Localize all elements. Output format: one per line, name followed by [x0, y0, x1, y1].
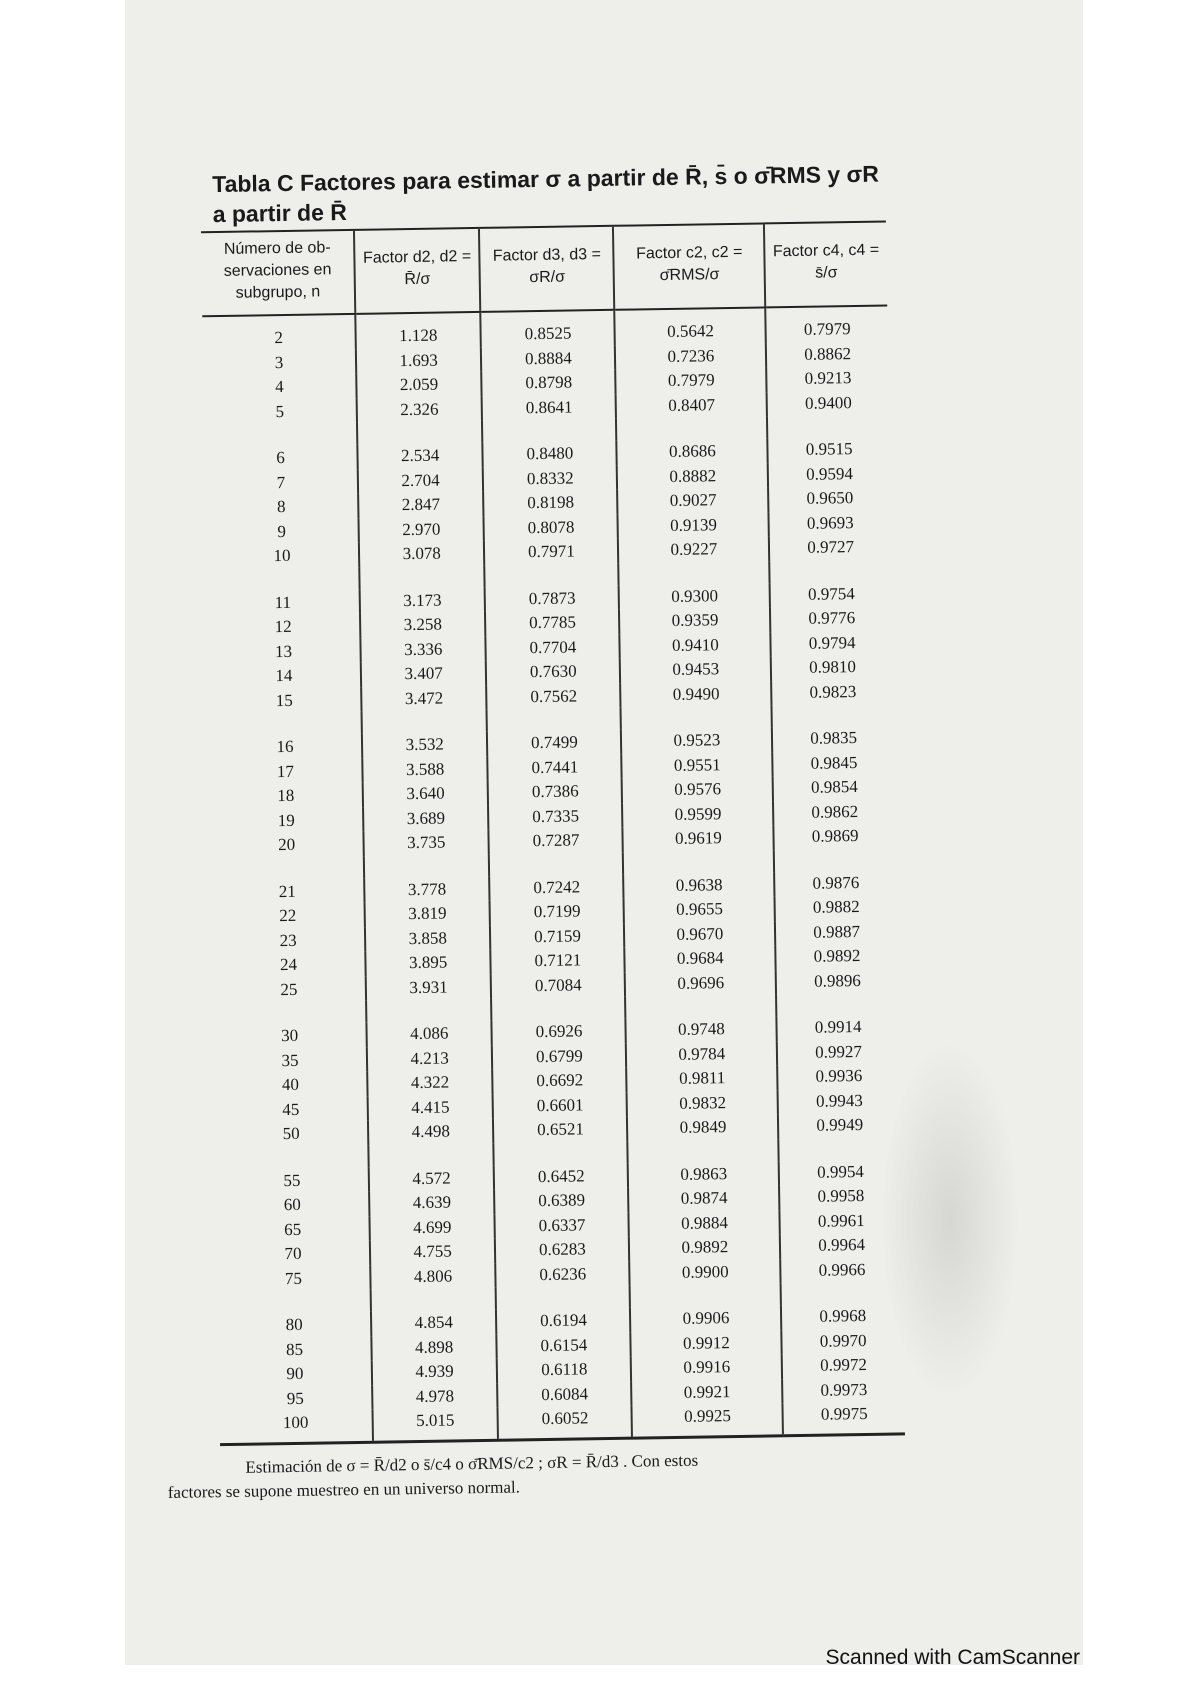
cell-n: 14 [275, 665, 293, 686]
cell-d3: 0.8641 [482, 394, 616, 421]
cell-d2: 4.755 [370, 1239, 496, 1265]
cell-n: 4 [275, 377, 284, 397]
spacer-cell [767, 415, 889, 439]
spacer-cell [494, 1141, 628, 1165]
cell-c2: 0.8407 [616, 392, 767, 419]
cell-d3: 0.7199 [490, 899, 624, 926]
cell-c2: 0.9863 [628, 1161, 779, 1188]
cell-c2: 0.9619 [623, 825, 774, 852]
cell-c4: 0.9882 [775, 894, 897, 920]
cell-c2: 0.9551 [622, 752, 773, 779]
cell-n: 9 [277, 521, 287, 541]
cell-c2: 0.7236 [615, 343, 766, 370]
cell-c2: 0.9300 [619, 583, 770, 610]
cell-n: 17 [276, 761, 295, 781]
spacer-cell [362, 710, 488, 734]
spacer-cell [364, 854, 490, 878]
cell-c2: 0.9696 [625, 970, 776, 997]
cell-c4: 0.9650 [768, 485, 890, 511]
cell-d3: 0.8332 [483, 465, 617, 492]
cell-d3: 0.6521 [493, 1117, 627, 1144]
cell-d2: 4.699 [369, 1214, 495, 1240]
cell-c2: 0.9874 [629, 1185, 780, 1212]
header-n: Número de ob- servaciones en subgrupo, n [201, 230, 355, 316]
cell-c2: 0.7979 [616, 367, 767, 394]
factors-table [201, 221, 905, 1446]
spacer-cell [630, 1283, 781, 1307]
cell-d2: 4.213 [367, 1045, 493, 1071]
cell-n: 15 [275, 690, 293, 710]
cell-c4: 0.9845 [773, 750, 895, 776]
cell-d2: 3.895 [365, 950, 491, 976]
cell-n: 60 [283, 1194, 301, 1215]
spacer-cell [489, 852, 623, 876]
cell-c2: 0.9576 [622, 776, 773, 803]
cell-c2: 0.9925 [632, 1403, 783, 1437]
cell-c2: 0.9748 [626, 1016, 777, 1043]
cell-c2: 0.5642 [615, 307, 766, 345]
cell-c2: 0.9811 [627, 1065, 778, 1092]
cell-c4: 0.9954 [779, 1159, 901, 1185]
cell-c2: 0.9912 [631, 1330, 782, 1357]
cell-c4: 0.7979 [766, 306, 888, 343]
cell-d2: 3.640 [363, 781, 489, 807]
cell-n: 13 [274, 641, 293, 661]
cell-n: 23 [279, 930, 297, 950]
cell-d3: 0.7386 [488, 779, 622, 806]
cell-n: 65 [284, 1219, 302, 1239]
spacer-cell [206, 567, 359, 591]
spacer-cell [619, 561, 770, 585]
cell-c4: 0.9213 [766, 366, 888, 392]
cell-n: 70 [284, 1243, 302, 1264]
cell-n: 12 [274, 616, 292, 637]
cell-n: 20 [277, 834, 296, 855]
cell-c4: 0.9594 [768, 461, 890, 487]
cell-c2: 0.9684 [625, 945, 776, 972]
cell-d3: 0.7159 [490, 923, 624, 950]
cell-c2: 0.9638 [624, 872, 775, 899]
cell-n: 25 [280, 979, 298, 999]
table-title [155, 158, 916, 230]
cell-c4: 0.9964 [780, 1232, 902, 1258]
cell-c4: 0.9970 [782, 1328, 904, 1354]
cell-c4: 0.8862 [766, 341, 888, 367]
cell-n: 21 [278, 881, 296, 901]
cell-d3: 0.7242 [489, 874, 623, 901]
spacer-cell [776, 992, 898, 1016]
cell-d2: 3.078 [359, 541, 485, 567]
cell-c2: 0.9359 [619, 607, 770, 634]
cell-c4: 0.9400 [767, 390, 889, 416]
spacer-cell [485, 563, 619, 587]
cell-c4: 0.9973 [782, 1377, 904, 1403]
cell-d2: 2.326 [357, 396, 483, 422]
cell-d2: 4.978 [372, 1383, 498, 1409]
cell-c4: 0.9515 [768, 436, 890, 462]
camscanner-watermark: Scanned with CamScanner [825, 1646, 1080, 1669]
cell-d3: 0.6389 [494, 1188, 628, 1215]
header-c2: Factor c2, c2 = σ̄RMS/σ [613, 223, 765, 309]
footnote-line-1: Estimación de σ = R̄/d2 o s̄/c4 o σ̄RMS/c2 ; σR = R̄/d3 . Con estos [245, 1450, 699, 1477]
cell-d2: 3.472 [361, 685, 487, 711]
cell-d2: 2.059 [356, 372, 482, 398]
cell-d3: 0.6118 [497, 1357, 631, 1384]
cell-d3: 0.6799 [492, 1043, 626, 1070]
cell-d3: 0.8884 [481, 345, 615, 372]
cell-d3: 0.6154 [497, 1332, 631, 1359]
cell-d2: 3.258 [360, 612, 486, 638]
cell-d3: 0.7704 [486, 634, 620, 661]
cell-d3: 0.7785 [485, 610, 619, 637]
cell-d3: 0.7287 [489, 828, 623, 855]
cell-d2: 3.407 [361, 661, 487, 687]
cell-c4: 0.9896 [776, 968, 898, 994]
spacer-cell [616, 416, 767, 440]
cell-d3: 0.6194 [496, 1308, 630, 1335]
cell-n: 2 [274, 328, 284, 348]
cell-d2: 4.498 [368, 1119, 494, 1145]
cell-d2: 1.128 [355, 312, 481, 349]
cell-n: 24 [279, 954, 298, 975]
cell-d3: 0.7084 [491, 972, 625, 999]
cell-d3: 0.6452 [494, 1163, 628, 1190]
cell-c4: 0.9794 [771, 630, 893, 656]
cell-c4: 0.9835 [772, 725, 894, 751]
cell-c2: 0.9453 [620, 656, 771, 683]
cell-n: 55 [283, 1170, 301, 1190]
spacer-cell [628, 1139, 779, 1163]
title-line-2: a partir de R̄ [212, 198, 348, 228]
cell-d2: 3.778 [364, 876, 490, 902]
cell-d2: 2.847 [358, 492, 484, 518]
cell-d2: 3.819 [365, 901, 491, 927]
cell-d3: 0.7441 [488, 754, 622, 781]
cell-c4: 0.9887 [775, 919, 897, 945]
cell-d3: 0.6337 [495, 1212, 629, 1239]
cell-d3: 0.8525 [481, 310, 616, 348]
cell-n: 19 [277, 810, 295, 830]
cell-d3: 0.8798 [482, 370, 616, 397]
cell-d2: 2.704 [358, 467, 484, 493]
cell-n: 100 [220, 1410, 373, 1444]
title-line-1: Tabla C Factores para estimar σ a partir de R̄, s̄ o σ̄RMS y σR [212, 160, 880, 198]
cell-c2: 0.9892 [629, 1234, 780, 1261]
cell-d2: 2.534 [357, 443, 483, 469]
spacer-cell [359, 565, 485, 589]
cell-d2: 4.898 [371, 1334, 497, 1360]
cell-c4: 0.9936 [777, 1063, 899, 1089]
cell-d2: 4.806 [370, 1263, 496, 1289]
cell-d3: 0.8480 [483, 441, 617, 468]
spacer-cell [368, 1143, 494, 1167]
cell-d3: 0.7335 [488, 803, 622, 830]
footnote-line-2: factores se supone muestreo en un universo normal. [167, 1476, 521, 1502]
cell-c4: 0.9943 [778, 1088, 900, 1114]
cell-d2: 4.415 [368, 1094, 494, 1120]
cell-c2: 0.9523 [621, 727, 772, 754]
cell-d2: 4.086 [366, 1021, 492, 1047]
cell-d3: 0.6926 [492, 1019, 626, 1046]
cell-n: 75 [284, 1268, 303, 1288]
cell-c2: 0.9410 [620, 632, 771, 659]
cell-n: 85 [285, 1339, 304, 1359]
cell-d3: 0.6692 [493, 1068, 627, 1095]
header-c4: Factor c4, c4 = s̄/σ [764, 222, 887, 308]
cell-d3: 0.6601 [493, 1092, 627, 1119]
cell-c4: 0.9914 [777, 1014, 899, 1040]
cell-d2: 5.015 [372, 1408, 498, 1442]
cell-c2: 0.8882 [617, 463, 768, 490]
cell-c4: 0.9949 [778, 1112, 900, 1138]
spacer-cell [357, 421, 483, 445]
cell-d2: 4.639 [369, 1190, 495, 1216]
cell-n: 8 [276, 496, 286, 517]
spacer-cell [487, 708, 621, 732]
header-d2: Factor d2, d2 = R̄/σ [354, 228, 481, 314]
cell-c2: 0.9916 [631, 1354, 782, 1381]
cell-c2: 0.9921 [632, 1379, 783, 1406]
cell-n: 30 [280, 1025, 299, 1046]
cell-d2: 3.336 [360, 636, 486, 662]
spacer-cell [211, 856, 364, 880]
cell-c2: 0.9227 [618, 536, 769, 563]
cell-d3: 0.7873 [485, 585, 619, 612]
spacer-cell [772, 703, 894, 727]
cell-d2: 3.931 [366, 974, 492, 1000]
cell-d3: 0.6236 [496, 1261, 630, 1288]
cell-c4: 0.9693 [769, 510, 891, 536]
cell-n: 11 [274, 592, 292, 612]
cell-n: 18 [277, 785, 295, 806]
spacer-cell [779, 1137, 901, 1161]
cell-c2: 0.9599 [622, 801, 773, 828]
spacer-cell [626, 994, 777, 1018]
spacer-cell [204, 423, 357, 447]
cell-n: 22 [279, 905, 297, 926]
cell-d2: 3.588 [362, 756, 488, 782]
cell-c2: 0.9884 [629, 1210, 780, 1237]
cell-d3: 0.7562 [486, 683, 620, 710]
cell-n: 10 [273, 545, 291, 566]
cell-n: 6 [276, 447, 285, 468]
cell-c4: 0.9958 [779, 1183, 901, 1209]
cell-n: 7 [276, 472, 286, 492]
spacer-cell [770, 559, 892, 583]
cell-c4: 0.9975 [783, 1401, 905, 1435]
cell-d2: 3.735 [363, 830, 489, 856]
cell-c4: 0.9776 [770, 605, 892, 631]
cell-n: 45 [282, 1099, 300, 1119]
spacer-cell [491, 997, 625, 1021]
cell-c4: 0.9892 [776, 943, 898, 969]
cell-c2: 0.9655 [624, 896, 775, 923]
cell-c4: 0.9961 [780, 1208, 902, 1234]
cell-c4: 0.9927 [777, 1039, 899, 1065]
cell-c4: 0.9823 [771, 679, 893, 705]
cell-n: 80 [285, 1314, 303, 1335]
cell-n: 16 [276, 736, 294, 757]
cell-d3: 0.6052 [498, 1406, 633, 1440]
spacer-cell [218, 1290, 371, 1314]
cell-d3: 0.6084 [497, 1381, 631, 1408]
spacer-cell [366, 999, 492, 1023]
cell-d2: 4.572 [369, 1165, 495, 1191]
table-body [202, 306, 905, 1445]
spacer-cell [496, 1286, 630, 1310]
header-d3: Factor d3, d3 = σR/σ [479, 226, 614, 312]
document-sheet [155, 158, 936, 1504]
cell-c2: 0.9832 [627, 1090, 778, 1117]
cell-c4: 0.9972 [782, 1352, 904, 1378]
cell-d3: 0.8078 [484, 514, 618, 541]
cell-d2: 3.689 [363, 805, 489, 831]
cell-d2: 3.532 [362, 732, 488, 758]
cell-d3: 0.6283 [495, 1237, 629, 1264]
spacer-cell [623, 850, 774, 874]
cell-c4: 0.9727 [769, 534, 891, 560]
spacer-cell [213, 1001, 366, 1025]
cell-c2: 0.9490 [621, 681, 772, 708]
cell-d2: 4.939 [372, 1359, 498, 1385]
cell-c2: 0.9027 [618, 487, 769, 514]
cell-c2: 0.9784 [626, 1041, 777, 1068]
cell-d3: 0.7499 [487, 730, 621, 757]
cell-d2: 3.173 [360, 587, 486, 613]
cell-c4: 0.9966 [780, 1257, 902, 1283]
cell-c2: 0.8686 [617, 438, 768, 465]
cell-c2: 0.9139 [618, 512, 769, 539]
cell-c4: 0.9862 [773, 799, 895, 825]
cell-c4: 0.9876 [774, 870, 896, 896]
cell-n: 90 [286, 1363, 304, 1384]
cell-c2: 0.9670 [624, 921, 775, 948]
cell-n: 35 [281, 1050, 299, 1070]
cell-n: 5 [275, 401, 285, 421]
cell-d2: 4.854 [371, 1310, 497, 1336]
cell-c4: 0.9869 [774, 823, 896, 849]
cell-n: 3 [274, 352, 284, 372]
cell-c4: 0.9854 [773, 774, 895, 800]
spacer-cell [215, 1145, 368, 1169]
cell-d2: 1.693 [356, 347, 482, 373]
cell-c2: 0.9906 [630, 1305, 781, 1332]
cell-d3: 0.8198 [483, 490, 617, 517]
spacer-cell [482, 419, 616, 443]
cell-d3: 0.7630 [486, 659, 620, 686]
cell-c2: 0.9849 [627, 1114, 778, 1141]
cell-d2: 4.322 [367, 1070, 493, 1096]
spacer-cell [621, 705, 772, 729]
spacer-cell [371, 1288, 497, 1312]
cell-c4: 0.9968 [781, 1303, 903, 1329]
cell-d2: 2.970 [358, 516, 484, 542]
cell-c2: 0.9900 [630, 1259, 781, 1286]
cell-c4: 0.9754 [770, 581, 892, 607]
cell-n: 40 [281, 1074, 300, 1095]
cell-n: 95 [286, 1388, 304, 1408]
cell-c4: 0.9810 [771, 654, 893, 680]
cell-n: 50 [282, 1123, 300, 1144]
spacer-cell [209, 712, 362, 736]
cell-d3: 0.7971 [484, 539, 618, 566]
cell-d2: 3.858 [365, 925, 491, 951]
spacer-cell [781, 1281, 903, 1305]
spacer-cell [774, 848, 896, 872]
cell-d3: 0.7121 [491, 948, 625, 975]
